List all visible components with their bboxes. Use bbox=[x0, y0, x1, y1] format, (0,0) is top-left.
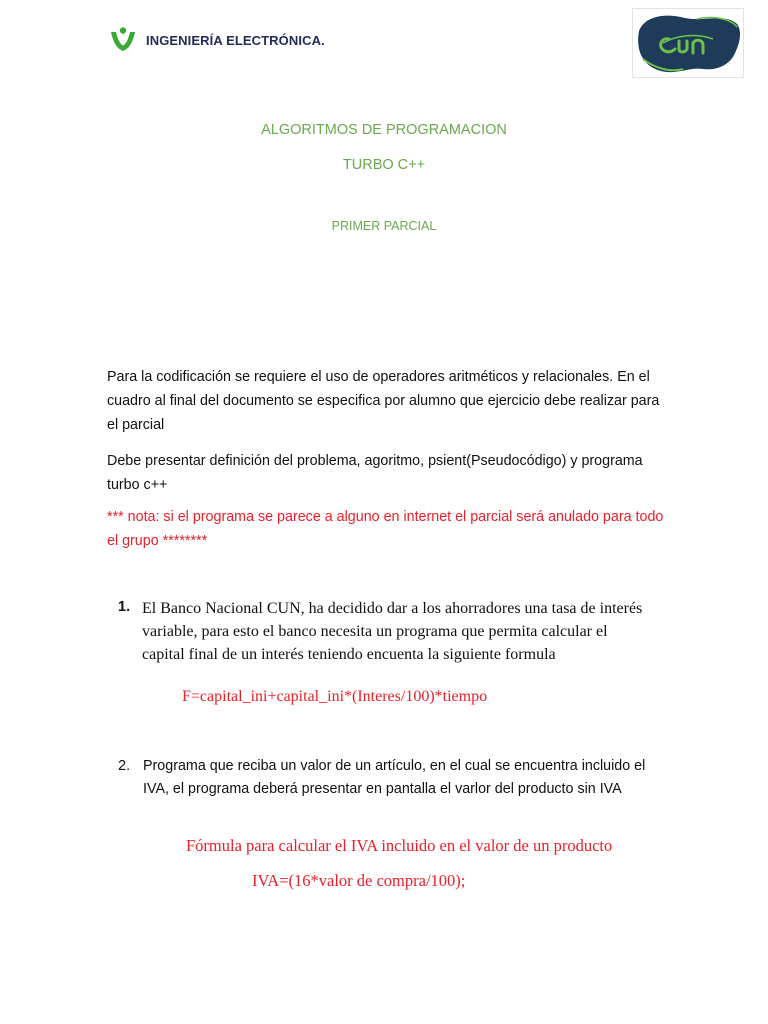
exercise-text: Programa que reciba un valor de un artículo, en el cual se encuentra incluido el IVA, el programa deberá presentar en pantalla el varlor del producto sin IVA bbox=[143, 758, 646, 797]
exercise-number: 2. bbox=[118, 758, 131, 774]
exercise-text: El Banco Nacional CUN, ha decidido dar a los ahorradores una tasa de interés variable, para esto el banco necesita un programa que permita calcular el capital final de un interés teniendo encuenta la siguiente formula bbox=[142, 600, 643, 663]
exercise-2-formula: IVA=(16*valor de compra/100); bbox=[252, 871, 466, 890]
plagiarism-note: *** nota: si el programa se parece a alguno en internet el parcial será anulado para todo el grupo ******** bbox=[107, 509, 664, 549]
exam-title: PRIMER PARCIAL bbox=[331, 219, 437, 233]
brand-v-logo-icon bbox=[108, 25, 138, 55]
cun-logo bbox=[632, 8, 744, 78]
instructions-paragraph: Para la codificación se requiere el uso de operadores aritméticos y relacionales. En el cuadro al final del documento se especifica por alumno que ejercicio debe realizar para el parcial bbox=[107, 369, 660, 433]
brand-name: INGENIERÍA ELECTRÓNICA. bbox=[146, 32, 325, 48]
language-title: TURBO C++ bbox=[342, 157, 426, 173]
deliverables-paragraph: Debe presentar definición del problema, agoritmo, psient(Pseudocódigo) y programa turbo c++ bbox=[107, 453, 643, 493]
course-title: ALGORITMOS DE PROGRAMACION bbox=[261, 122, 507, 138]
exercise-1-formula: F=capital_ini+capital_ini*(Interes/100)*tiempo bbox=[182, 688, 488, 705]
exercise-number: 1. bbox=[118, 599, 131, 615]
brand-header bbox=[108, 24, 325, 56]
exercise-2-formula-label: Fórmula para calcular el IVA incluido en el valor de un producto bbox=[186, 836, 613, 855]
cun-logo-icon bbox=[633, 9, 743, 77]
